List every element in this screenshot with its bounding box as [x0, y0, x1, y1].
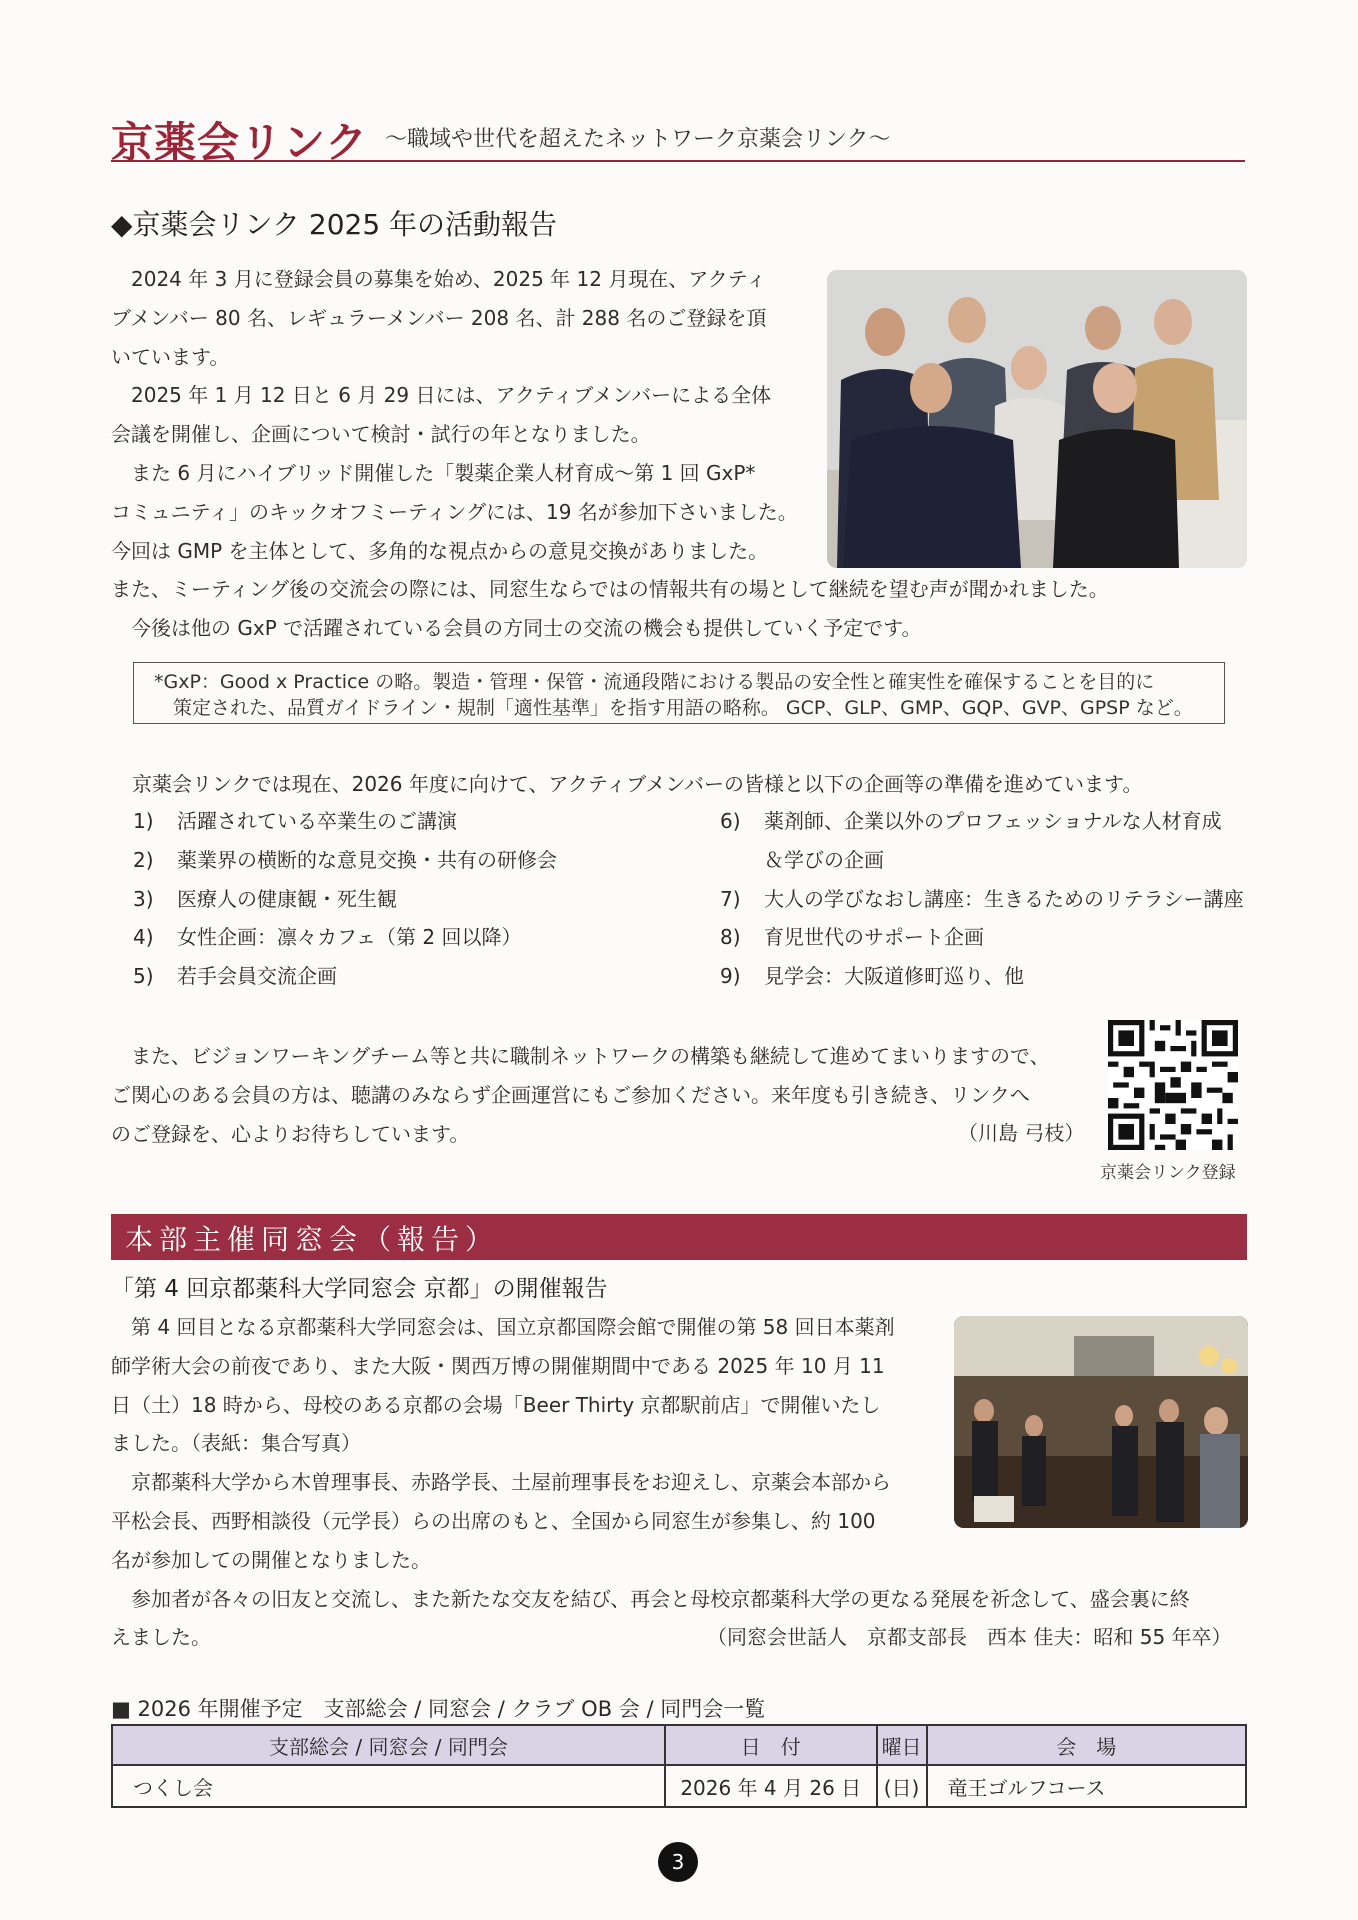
- header-title: 京薬会リンク: [111, 118, 369, 167]
- table-cell-weekday: (日): [877, 1765, 927, 1807]
- plan-intro: 京薬会リンクでは現在、2026 年度に向けて、アクティブメンバーの皆様と以下の企画等の準備を進めています。: [132, 772, 1143, 796]
- plan-list-left: [133, 802, 557, 996]
- header-subtitle: ～職域や世代を超えたネットワーク京薬会リンク～: [385, 127, 891, 152]
- text-line: ブメンバー 80 名、レギュラーメンバー 208 名、計 288 名のご登録を頂: [111, 305, 767, 330]
- party-photo-illustration: [954, 1316, 1248, 1528]
- schedule-title: ■ 2026 年開催予定 支部総会 / 同窓会 / クラブ OB 会 / 同門会一覧: [111, 1697, 766, 1721]
- column-header: 支部総会 / 同窓会 / 同門会: [112, 1725, 665, 1765]
- list-item: 9) 見学会：大阪道修町巡り、他: [720, 964, 1024, 989]
- text-line: 会議を開催し、企画について検討・試行の年となりました。: [111, 422, 651, 447]
- alumni-report-author: （同窓会世話人 京都支部長 西本 佳夫：昭和 55 年卒）: [707, 1625, 1232, 1649]
- table-header-row: [112, 1725, 1246, 1765]
- activity-report-text: [111, 260, 1109, 648]
- author-credit: （川島 弓枝）: [958, 1121, 1085, 1145]
- list-item: 5) 若手会員交流企画: [133, 964, 337, 989]
- text-line: 参加者が各々の旧友と交流し、また新たな交友を結び、再会と母校京都薬科大学の更なる発展を祈念して、盛会裏に終: [111, 1586, 1190, 1611]
- qr-code-label: 京薬会リンク登録: [1100, 1163, 1236, 1183]
- column-header: 日 付: [665, 1725, 877, 1765]
- text-line: 今後は他の GxP で活躍されている会員の方同士の交流の機会も提供していく予定です。: [111, 616, 922, 641]
- plan-list-right: [720, 802, 1244, 996]
- text-line: えました。: [111, 1625, 211, 1650]
- text-line: 2025 年 1 月 12 日と 6 月 29 日には、アクティブメンバーによる全体: [111, 383, 772, 408]
- column-header: 会 場: [927, 1725, 1246, 1765]
- column-header: 曜日: [877, 1725, 927, 1765]
- closing-text: [111, 1037, 1091, 1153]
- text-line: また 6 月にハイブリッド開催した「製薬企業人材育成～第 1 回 GxP*: [111, 460, 756, 485]
- alumni-party-photo: [954, 1316, 1248, 1528]
- text-line: 平松会長、西野相談役（元学長）らの出席のもと、全国から同窓生が参集し、約 100: [111, 1508, 876, 1533]
- table-cell-venue: 竜王ゴルフコース: [927, 1765, 1246, 1807]
- text-line: いています。: [111, 344, 230, 369]
- list-item: ＆学びの企画: [764, 847, 884, 872]
- list-item: 4) 女性企画：凛々カフェ（第 2 回以降）: [133, 925, 522, 950]
- list-item: 6) 薬剤師、企業以外のプロフェッショナルな人材育成: [720, 809, 1222, 833]
- page-header: [111, 108, 1245, 167]
- band-title: 本部主催同窓会（報告）: [125, 1223, 500, 1256]
- footnote-line: *GxP：Good x Practice の略。製造・管理・保管・流通段階における製品の安全性と確実性を確保することを目的に: [154, 671, 1155, 693]
- list-item: 3) 医療人の健康観・死生観: [133, 886, 397, 911]
- text-line: のご登録を、心よりお待ちしています。: [111, 1121, 470, 1146]
- section-band-alumni-report: [111, 1214, 1247, 1260]
- list-item: 1) 活躍されている卒業生のご講演: [133, 809, 457, 833]
- list-item: 7) 大人の学びなおし講座：生きるためのリテラシー講座: [720, 886, 1244, 911]
- text-line: ご関心のある会員の方は、聴講のみならず企画運営にもご参加ください。来年度も引き続き、リンクへ: [111, 1082, 1030, 1107]
- text-line: また、ビジョンワーキングチーム等と共に職制ネットワークの構築も継続して進めてまいりますので、: [111, 1044, 1050, 1068]
- text-line: 2024 年 3 月に登録会員の募集を始め、2025 年 12 月現在、アクティ: [111, 267, 767, 291]
- alumni-report-heading: 「第 4 回京都薬科大学同窓会 京都」の開催報告: [111, 1276, 608, 1302]
- text-line: 師学術大会の前夜であり、また大阪・関西万博の開催期間中である 2025 年 10 月 11: [111, 1353, 885, 1378]
- text-line: 京都薬科大学から木曽理事長、赤路学長、土屋前理事長をお迎えし、京薬会本部から: [111, 1470, 891, 1495]
- footnote-line: 策定された、品質ガイドライン・規制「適性基準」を指す用語の略称。 GCP、GLP、GMP、GQP、GVP、GPSP など。: [154, 697, 1193, 719]
- text-line: 第 4 回目となる京都薬科大学同窓会は、国立京都国際会館で開催の第 58 回日本薬剤: [111, 1315, 895, 1339]
- table-cell-date: 2026 年 4 月 26 日: [665, 1765, 877, 1807]
- table-row: [112, 1765, 1246, 1807]
- qr-code[interactable]: [1108, 1020, 1238, 1150]
- text-line: コミュニティ」のキックオフミーティングには、19 名が参加下さいました。: [111, 499, 798, 524]
- list-item: 8) 育児世代のサポート企画: [720, 925, 984, 950]
- text-line: 日（土）18 時から、母校のある京都の会場「Beer Thirty 京都駅前店」で開催いたし: [111, 1392, 881, 1417]
- text-line: 名が参加しての開催となりました。: [111, 1547, 431, 1572]
- text-line: また、ミーティング後の交流会の際には、同窓生ならではの情報共有の場として継続を望む声が聞かれました。: [111, 577, 1109, 602]
- schedule-table: [111, 1724, 1247, 1808]
- gxp-footnote-box: [133, 662, 1225, 724]
- text-line: 今回は GMP を主体として、多角的な視点からの意見交換がありました。: [111, 538, 769, 563]
- list-item: 2) 薬業界の横断的な意見交換・共有の研修会: [133, 847, 557, 872]
- text-line: ました。（表紙：集合写真）: [111, 1431, 361, 1456]
- section-heading-activity: ◆京薬会リンク 2025 年の活動報告: [111, 208, 558, 241]
- group-photo-illustration: [827, 270, 1247, 568]
- group-photo: [827, 270, 1247, 568]
- table-cell-group: つくし会: [112, 1765, 665, 1807]
- page-number: 3: [658, 1842, 698, 1882]
